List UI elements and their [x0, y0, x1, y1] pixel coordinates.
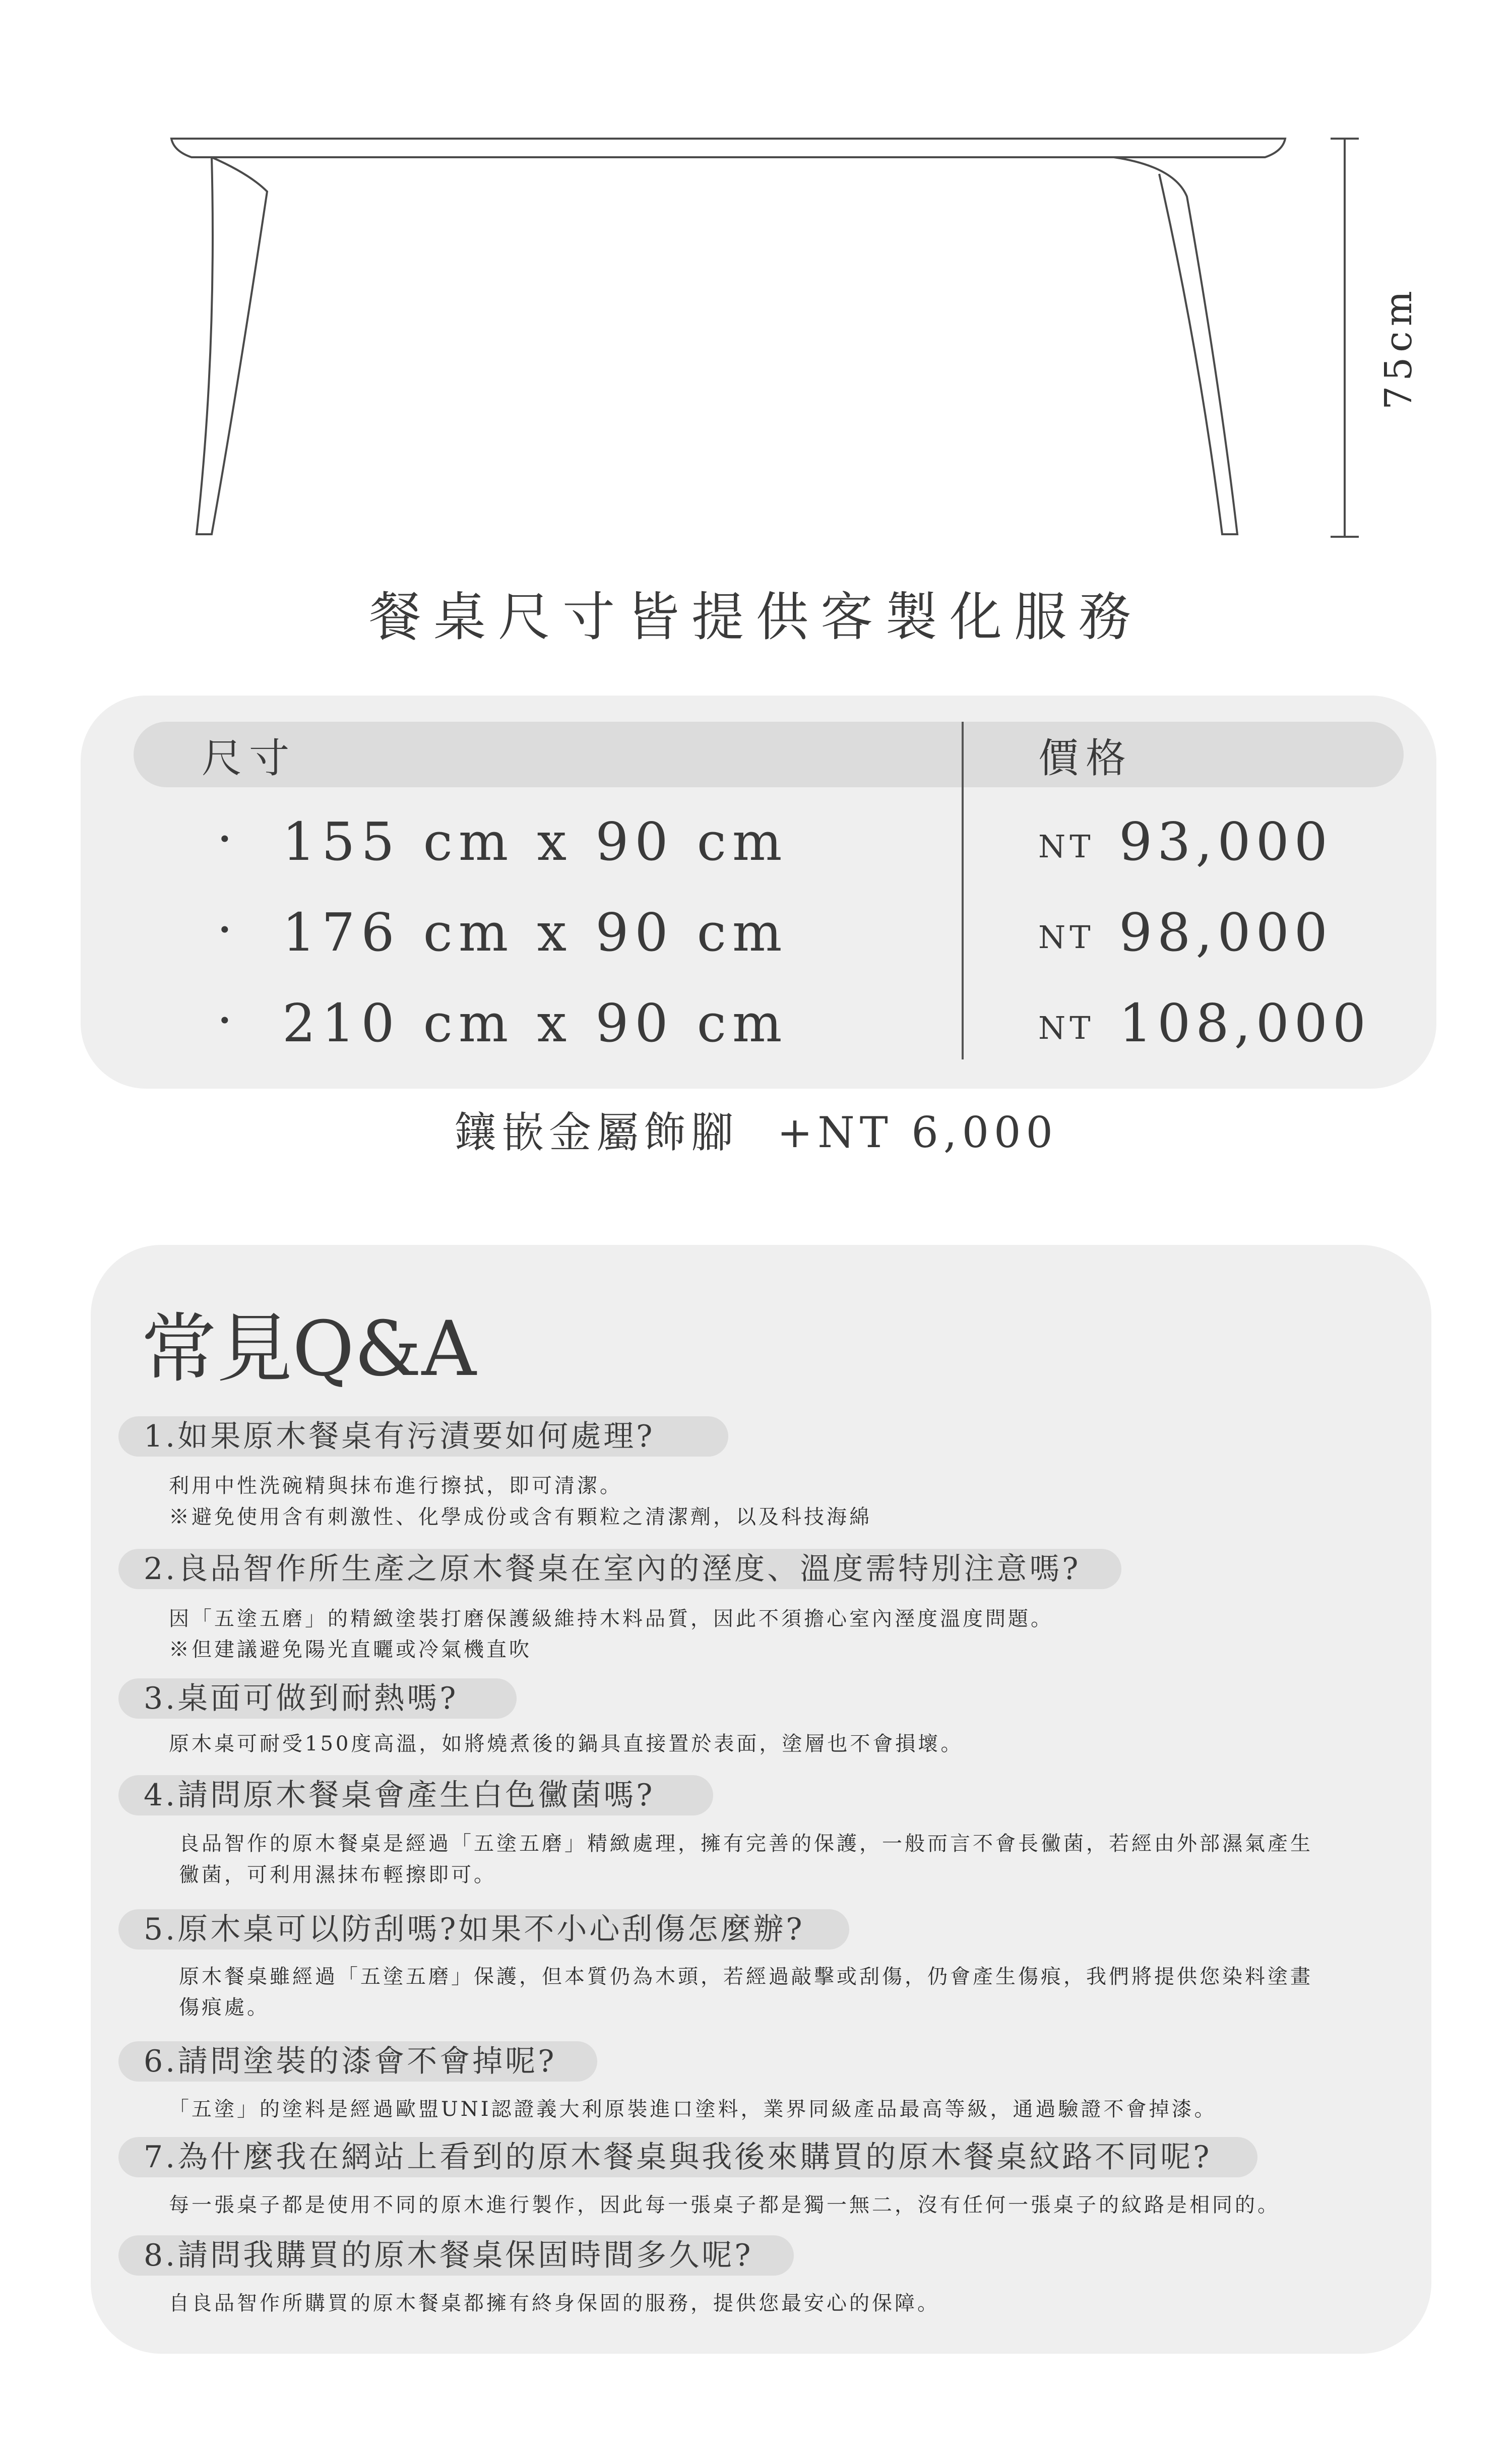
question-pill: 8.請問我購買的原木餐桌保固時間多久呢?	[118, 2235, 794, 2276]
answer-line: 利用中性洗碗精與抹布進行擦拭，即可清潔。	[169, 1474, 622, 1497]
height-dimension-line	[1331, 139, 1359, 537]
currency-label: NT	[1038, 828, 1095, 865]
size-value: 210 cm x 90 cm	[282, 992, 788, 1054]
price-row	[0, 809, 1512, 874]
question-pill: 4.請問原木餐桌會產生白色黴菌嗎?	[118, 1775, 713, 1815]
question-pill: 7.為什麼我在網站上看到的原木餐桌與我後來購買的原木餐桌紋路不同呢?	[118, 2137, 1257, 2177]
price-value: 108,000	[1119, 992, 1371, 1054]
question-pill: 5.原木桌可以防刮嗎?如果不小心刮傷怎麼辦?	[118, 1909, 849, 1950]
answer-line: 原木桌可耐受150度高溫，如將燒煮後的鍋具直接置於表面，塗層也不會損壞。	[169, 1732, 964, 1755]
addon-label: 鑲嵌金屬飾腳	[454, 1108, 739, 1157]
answer-line: 黴菌，可利用濕抹布輕擦即可。	[179, 1863, 496, 1887]
right-leg-outline	[1114, 157, 1237, 534]
price-header-bar	[134, 722, 1404, 787]
bullet-icon: ·	[217, 900, 233, 959]
size-value: 176 cm x 90 cm	[282, 902, 788, 963]
price-value: 98,000	[1119, 902, 1333, 963]
tabletop-outline	[171, 139, 1285, 157]
price-value: 93,000	[1119, 811, 1333, 872]
answer-line: 每一張桌子都是使用不同的原木進行製作，因此每一張桌子都是獨一無二，沒有任何一張桌子的紋路是相同的。	[169, 2193, 1280, 2217]
answer-line: ※但建議避免陽光直曬或冷氣機直吹	[169, 1638, 532, 1661]
height-dimension-label: 75cm	[1377, 286, 1420, 410]
answer-line: 因「五塗五磨」的精緻塗裝打磨保護級維持木料品質，因此不須擔心室內溼度溫度問題。	[169, 1607, 1053, 1630]
price-column-header: 價格	[1038, 735, 1133, 782]
question-pill: 2.良品智作所生產之原木餐桌在室內的溼度、溫度需特別注意嗎?	[118, 1549, 1121, 1589]
left-leg-outline	[197, 157, 267, 534]
size-column-header: 尺寸	[202, 735, 296, 782]
answer-line: 傷痕處。	[179, 1996, 270, 2019]
bullet-icon: ·	[217, 991, 233, 1050]
currency-label: NT	[1038, 919, 1095, 956]
addon-price: +NT 6,000	[777, 1108, 1058, 1157]
addon-line	[0, 1099, 1512, 1160]
price-row	[0, 900, 1512, 965]
qa-title: 常見Q&A	[141, 1305, 476, 1393]
question-pill: 3.桌面可做到耐熱嗎?	[118, 1678, 517, 1719]
answer-line: 原木餐桌雖經過「五塗五磨」保護，但本質仍為木頭，若經過敲擊或刮傷，仍會產生傷痕，我們將提供您染料塗畫	[179, 1965, 1313, 1988]
answer-line: ※避免使用含有刺激性、化學成份或含有顆粒之清潔劑，以及科技海綿	[169, 1505, 872, 1529]
question-pill: 6.請問塗裝的漆會不會掉呢?	[118, 2041, 597, 2082]
question-pill: 1.如果原木餐桌有污漬要如何處理?	[118, 1416, 728, 1457]
answer-line: 自良品智作所購買的原木餐桌都擁有終身保固的服務，提供您最安心的保障。	[169, 2292, 940, 2315]
page-heading: 餐桌尺寸皆提供客製化服務	[368, 586, 1143, 648]
answer-line: 良品智作的原木餐桌是經過「五塗五磨」精緻處理，擁有完善的保護，一般而言不會長黴菌，若經由外部濕氣產生	[179, 1832, 1313, 1855]
bullet-icon: ·	[217, 809, 233, 868]
answer-line: 「五塗」的塗料是經過歐盟UNI認證義大利原裝進口塗料，業界同級產品最高等級，通過驗證不會掉漆。	[169, 2098, 1217, 2121]
table-line-drawing	[0, 0, 1512, 554]
currency-label: NT	[1038, 1010, 1095, 1046]
size-value: 155 cm x 90 cm	[282, 811, 788, 872]
price-row	[0, 990, 1512, 1056]
